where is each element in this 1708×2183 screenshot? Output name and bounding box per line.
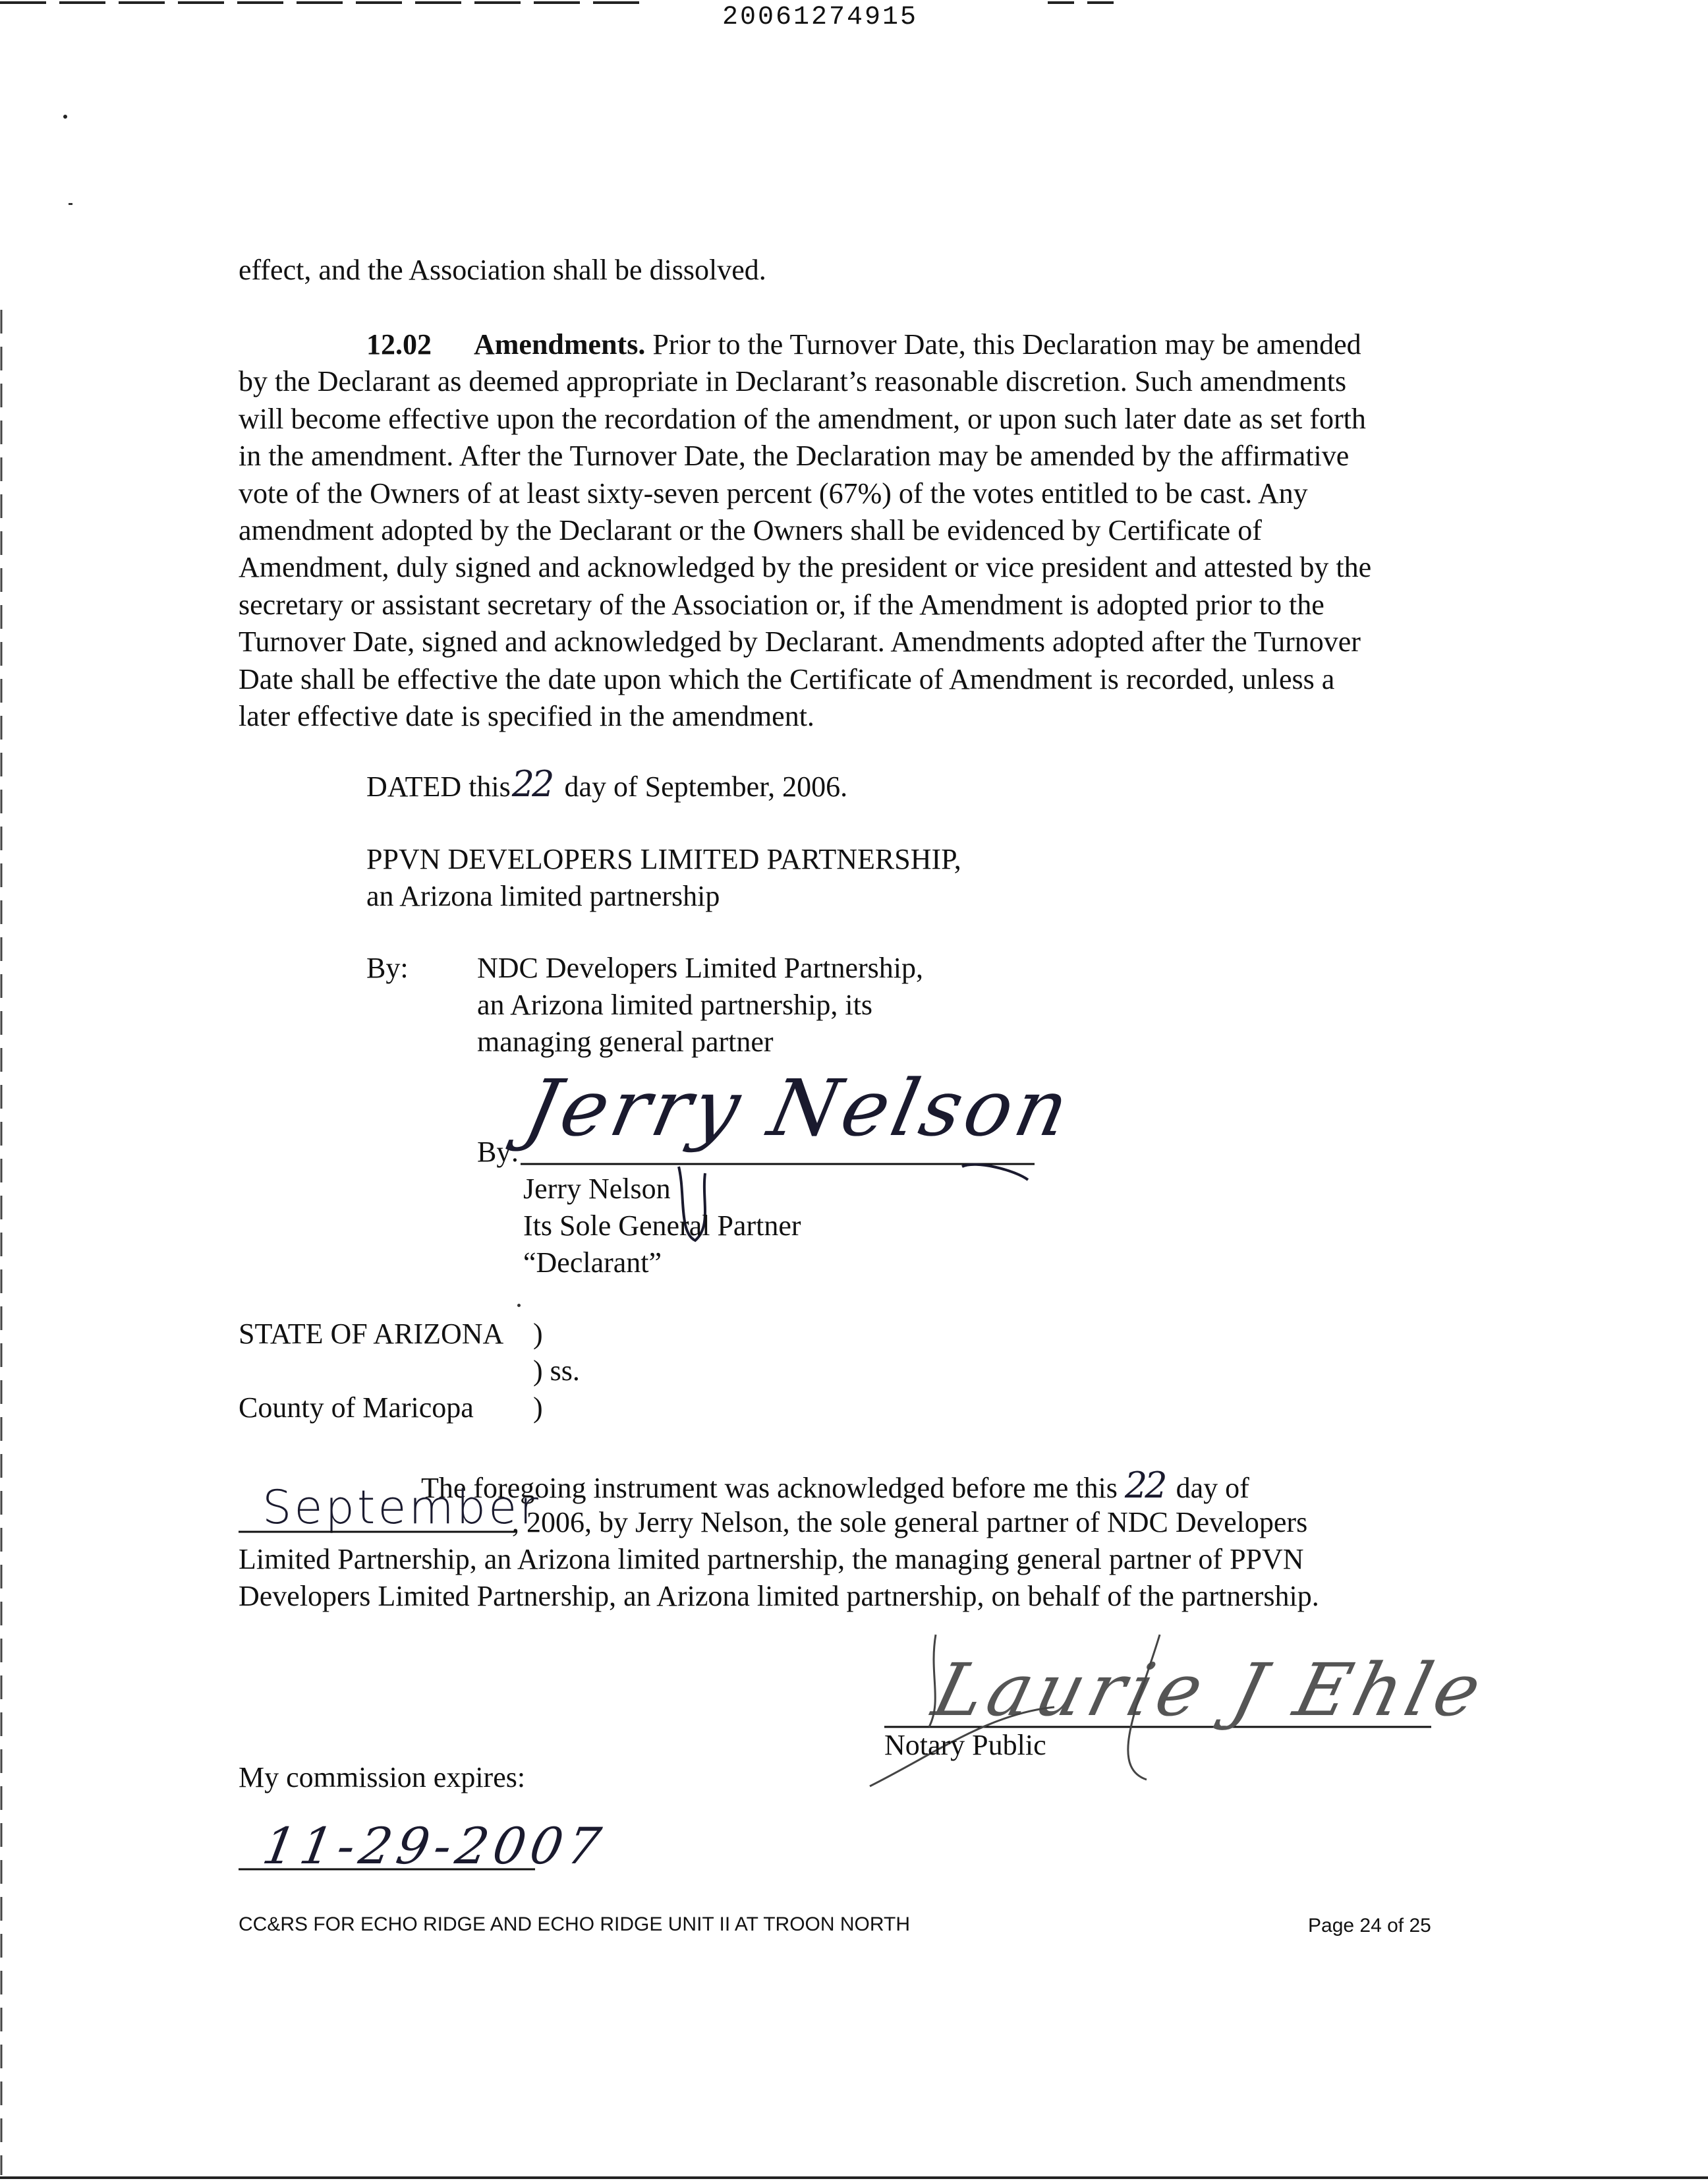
ack-handwritten-day: 22: [1124, 1465, 1165, 1506]
ack-prefix: The foregoing instrument was acknowledged before me this: [421, 1472, 1118, 1504]
section-line: secretary or assistant secretary of the Association or, if the Amendment is adopted prior to the: [239, 588, 1324, 621]
footer-title: CC&RS FOR ECHO RIDGE AND ECHO RIDGE UNIT II AT TROON NORTH: [239, 1913, 911, 1935]
bottom-border-line: [0, 2175, 1708, 2183]
commission-handwritten-date: 11-29-2007: [258, 1817, 611, 1875]
ack-line1-suffix: day of: [1176, 1472, 1249, 1504]
ack-line-3: Limited Partnership, an Arizona limited partnership, the managing general partner of PPVN: [239, 1543, 1304, 1575]
section-line: by the Declarant as deemed appropriate in Declarant’s reasonable discretion. Such amendments: [239, 365, 1347, 398]
commission-date-line: [239, 1867, 542, 1873]
venue-paren: ): [533, 1391, 543, 1424]
section-line: later effective date is specified in the amendment.: [239, 700, 814, 733]
ack-line-2: , 2006, by Jerry Nelson, the sole general partner of NDC Developers: [512, 1506, 1308, 1538]
notary-signature: Laurie J Ehle: [925, 1648, 1494, 1732]
left-edge-marks: [0, 0, 7, 2183]
scan-dot: [69, 203, 72, 205]
section-line: vote of the Owners of at least sixty-seven percent (67%) of the votes entitled to be cast. Any: [239, 477, 1308, 509]
opening-line: effect, and the Association shall be dissolved.: [239, 254, 766, 286]
signatory-signature: Jerry Nelson: [517, 1062, 1081, 1153]
venue-state: STATE OF ARIZONA: [239, 1318, 504, 1350]
venue-ss: ) ss.: [533, 1354, 580, 1387]
section-line: Amendment, duly signed and acknowledged by the president or vice president and attested by the: [239, 551, 1372, 584]
section-line: amendment adopted by the Declarant or the Owners shall be evidenced by Certificate of: [239, 514, 1262, 547]
dated-prefix: DATED this: [366, 771, 511, 803]
signatory-role: “Declarant”: [523, 1246, 662, 1279]
venue-county: County of Maricopa: [239, 1391, 474, 1424]
ack-line-1: [421, 1467, 1249, 1507]
ack-line-4: Developers Limited Partnership, an Arizona limited partnership, on behalf of the partnership.: [239, 1580, 1319, 1612]
by-line: an Arizona limited partnership, its: [477, 989, 872, 1021]
dated-line: [366, 763, 848, 805]
commission-label: My commission expires:: [239, 1761, 526, 1793]
section-line: Turnover Date, signed and acknowledged by Declarant. Amendments adopted after the Turnover: [239, 626, 1361, 658]
section-amendments: [239, 326, 1371, 735]
by-line: NDC Developers Limited Partnership,: [477, 952, 923, 984]
section-line: Prior to the Turnover Date, this Declaration may be amended: [652, 328, 1361, 361]
document-number: 20061274915: [722, 3, 919, 32]
dated-suffix: day of September, 2006.: [564, 771, 848, 803]
scan-dot: [517, 1304, 521, 1307]
section-first-line: [239, 326, 1371, 363]
ack-handwritten-month: September: [262, 1480, 541, 1534]
section-line: will become effective upon the recordation of the amendment, or upon such later date as set forth: [239, 402, 1366, 435]
section-line: Date shall be effective the date upon which the Certificate of Amendment is recorded, unless a: [239, 662, 1335, 695]
month-blank-line: [239, 1529, 515, 1536]
party-name: PPVN DEVELOPERS LIMITED PARTNERSHIP,: [366, 843, 961, 875]
by-label: By:: [366, 952, 409, 984]
section-heading: Amendments.: [474, 328, 646, 361]
by-line: managing general partner: [477, 1026, 774, 1058]
notary-flourish: [857, 1621, 1318, 1819]
signatory-by-label: By:: [477, 1136, 519, 1168]
party-description: an Arizona limited partnership: [366, 880, 720, 912]
signatory-name: Jerry Nelson: [523, 1173, 671, 1205]
section-line: in the amendment. After the Turnover Date, the Declaration may be amended by the affirmative: [239, 440, 1350, 473]
footer-page-number: Page 24 of 25: [1308, 1915, 1431, 1936]
scan-dot: [63, 115, 67, 119]
dated-handwritten-day: 22: [511, 763, 552, 805]
venue-paren: ): [533, 1318, 543, 1350]
signatory-title: Its Sole General Partner: [523, 1209, 801, 1242]
section-number: 12.02: [366, 328, 432, 361]
notary-label: Notary Public: [884, 1729, 1046, 1761]
